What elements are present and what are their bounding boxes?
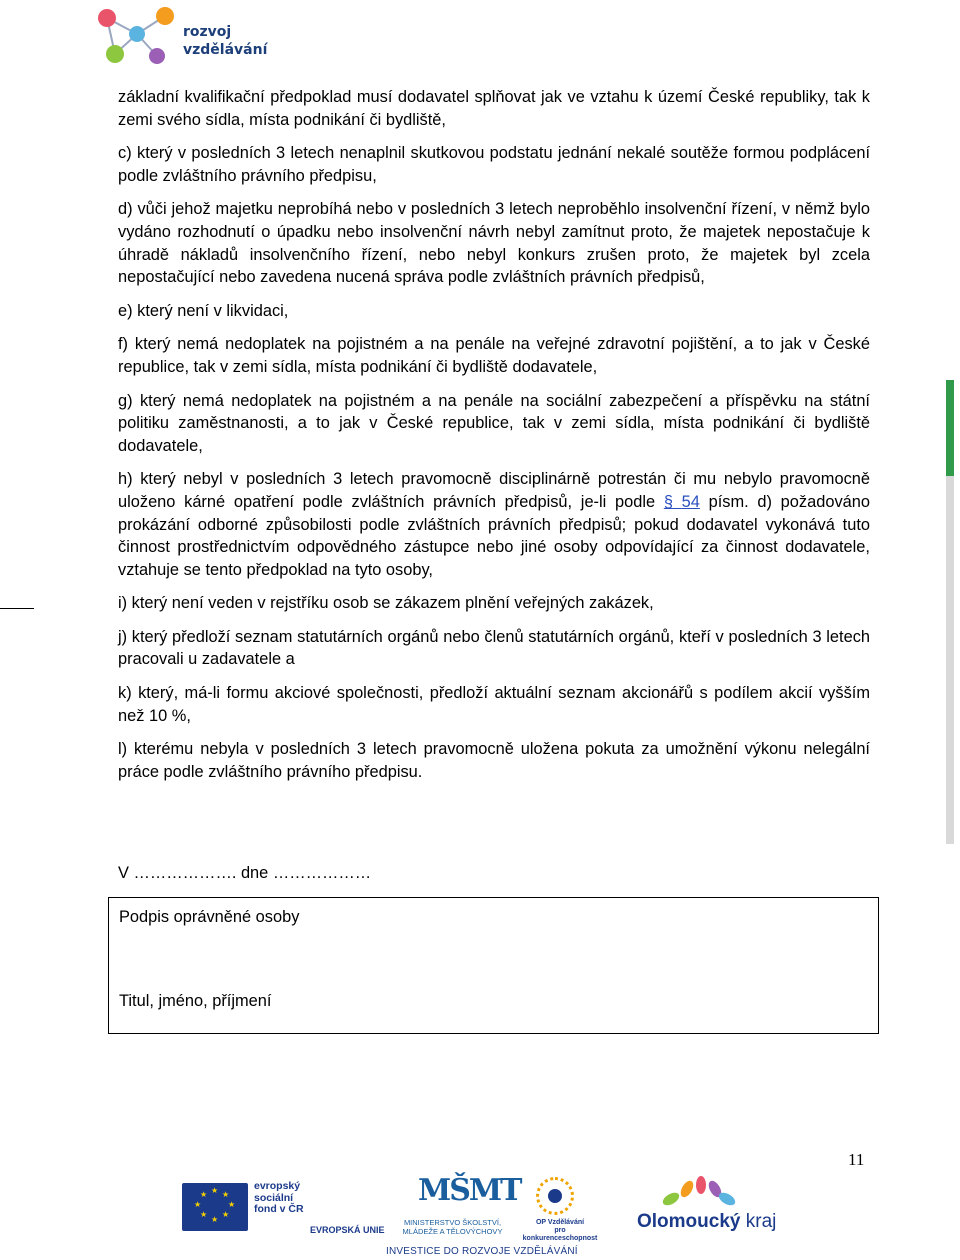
- signature-table: [108, 897, 879, 1034]
- paragraph-b-continued: základní kvalifikační předpoklad musí dodavatel splňovat jak ve vztahu k území České republiky, tak k zemi svého sídla, místa podnikání či bydliště,: [118, 88, 870, 129]
- footer-logos: [182, 1173, 802, 1260]
- network-logo-icon: [95, 4, 179, 66]
- olomoucky-kraj-logo: [637, 1173, 807, 1239]
- op-text: OP Vzdělávání pro konkurenceschopnost: [522, 1219, 598, 1242]
- petals-icon: [657, 1173, 737, 1213]
- msmt-text: MINISTERSTVO ŠKOLSTVÍ, MLÁDEŽE A TĚLOVÝCHOVY: [402, 1218, 503, 1236]
- eu-label: EVROPSKÁ UNIE: [310, 1225, 385, 1235]
- paragraph-l: l) kterému nebyla v posledních 3 letech pravomocně uložena pokuta za umožnění výkonu nelegální práce podle zvláštního právního předpisu.: [118, 740, 870, 781]
- paragraph-c: c) který v posledních 3 letech nenaplnil skutkovou podstatu jednání nekalé soutěže formou podplácení podle zvláštního právního předpisu,: [118, 144, 870, 185]
- paragraph-i: i) který není veden v rejstříku osob se zákazem plnění veřejných zakázek,: [118, 594, 654, 613]
- paragraph-e: e) který není v likvidaci,: [118, 301, 289, 320]
- msmt-logo-mark: MŠMT: [418, 1173, 521, 1208]
- eu-flag-icon: ★ ★ ★ ★ ★ ★ ★ ★: [182, 1183, 248, 1231]
- esf-text: evropský sociální fond v ČR: [254, 1180, 304, 1215]
- name-title-label: Titul, jméno, příjmení: [119, 992, 272, 1010]
- document-body: [118, 86, 870, 783]
- paragraph-d: d) vůči jehož majetku neprobíhá nebo v posledních 3 letech neproběhlo insolvenční řízení, v němž bylo vydáno rozhodnutí o úpadku nebo insolvenční návrh nebyl zamítnut proto, že majetek nepostačuje k úhradě nákladů insolvenčního řízení, nebo nebyl konkurs zrušen proto, že majetek byl zcela nepostačující nebo zavedena nucená správa podle zvláštních právních předpisů,: [118, 200, 871, 287]
- olomoucky-kraj-text: Olomoucký kraj: [637, 1211, 777, 1232]
- page-number: 11: [848, 1150, 865, 1169]
- right-margin-bar-gray: [946, 476, 954, 844]
- esf-logo: [182, 1179, 312, 1239]
- right-margin-bar-green: [946, 380, 954, 476]
- place-date-line: V ………………. dne ………………: [118, 864, 372, 882]
- paragraph-h: h) který nebyl v posledních 3 letech pravomocně disciplinárně potrestán či mu nebylo pravomocně uloženo kárné opatření podle zvláštních právních předpisů, je-li podle § 54 písm. d) požadováno prokázání odborné způsobilosti podle zvláštních právních předpisů; pokud dodavatel vykonává tuto činnost prostřednictvím odpovědného zástupce nebo jiné osoby odpovídající za činnost dodavatele, vztahuje se tento předpoklad na tyto osoby,: [118, 470, 871, 579]
- op-logo: [522, 1177, 602, 1242]
- header-logo: [95, 4, 285, 66]
- signature-label: Podpis oprávněné osoby: [119, 908, 300, 926]
- paragraph-j: j) který předloží seznam statutárních orgánů nebo členů statutárních orgánů, kteří v posledních 3 letech pracovali u zadavatele a: [118, 627, 871, 669]
- logo-text-line2: vzdělávání: [183, 42, 268, 58]
- margin-dash: [0, 608, 34, 609]
- logo-text-line1: rozvoj: [183, 24, 232, 40]
- paragraph-link[interactable]: § 54: [663, 492, 700, 511]
- paragraph-g: g) který nemá nedoplatek na pojistném a na penále na sociální zabezpečení a příspěvku na státní politiku zaměstnanosti, a to jak v České republice, tak v zemi sídla, místa podnikání či bydliště dodavatele,: [118, 391, 870, 455]
- op-circle-icon: [536, 1177, 574, 1215]
- paragraph-k: k) který, má-li formu akciové společnosti, předloží aktuální seznam akcionářů s podílem akcií vyšším než 10 %,: [118, 684, 870, 725]
- footer-caption: INVESTICE DO ROZVOJE VZDĚLÁVÁNÍ: [386, 1246, 578, 1257]
- msmt-logo: [390, 1173, 521, 1239]
- paragraph-f: f) který nemá nedoplatek na pojistném a na penále na veřejné zdravotní pojištění, a to jak v České republice, tak v zemi sídla, místa podnikání či bydliště dodavatele,: [118, 335, 870, 376]
